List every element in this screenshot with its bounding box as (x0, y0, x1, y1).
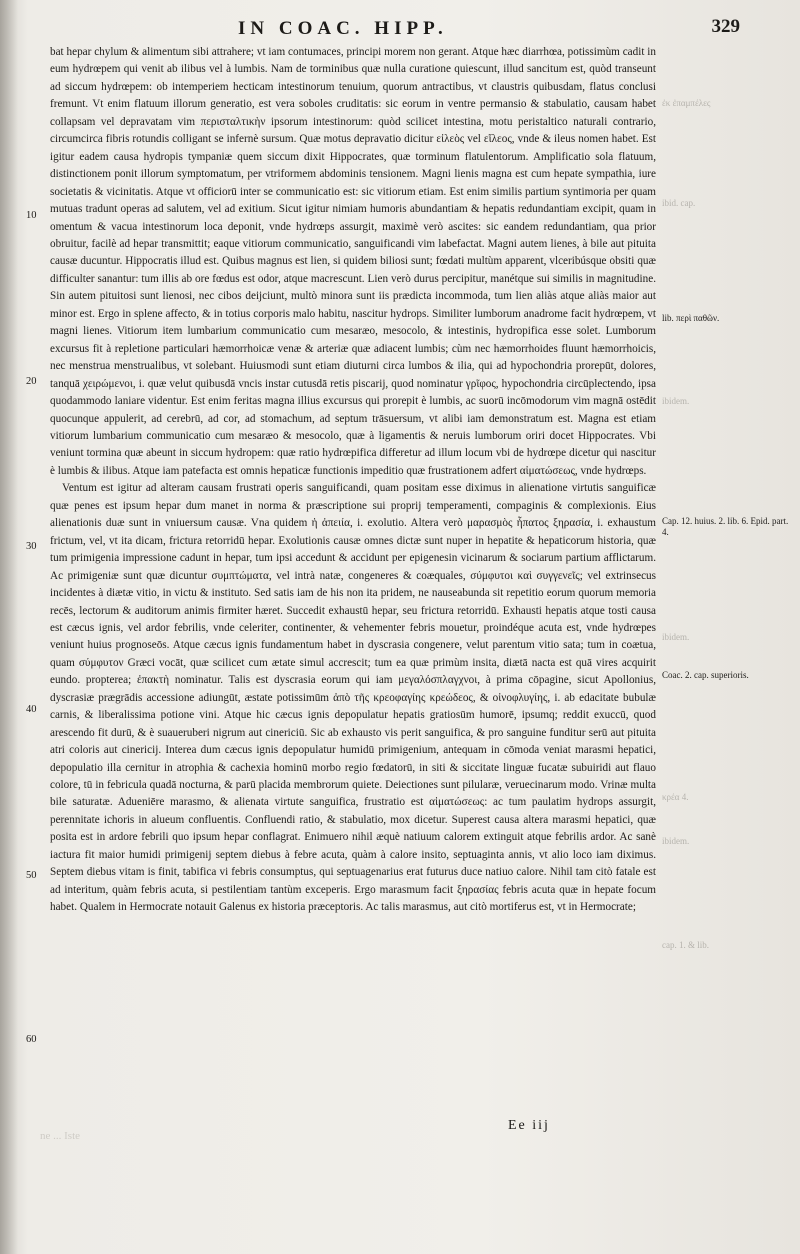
margin-note: Cap. 12. huius. 2. lib. 6. Epid. part. 4. (662, 516, 789, 537)
faint-margin-note: ibid. cap. (662, 198, 696, 208)
margin-note: lib. περὶ παθῶν. (662, 313, 720, 323)
page-number: 329 (711, 16, 740, 37)
line-number: 20 (26, 376, 37, 387)
faint-margin-note: cap. 1. & lib. (662, 940, 709, 950)
paragraph: Ventum est igitur ad alteram causam frustrati operis sanguificandi, quam positam esse diximus in alienatione virtutis sanguificæ quæ penes est ipsum hepar dum manet in norma & præscriptione sui proprij temperamenti, compaginis & complexionis. Eius alienationis duæ sunt in vniuersum causæ. Vna quidem ἡ ἀπειία, i. exolutio. Altera verò μαρασμὸς ἧπατος ξηρασία, i. exhaustum frictum, vel, vt ita dicam, frictura retorridū hepar. Exolutionis causæ omnes dictæ sunt nuper in hepatite & hepaticorum historia, quæ tum primigenia impressione cadunt in hepar, tum ipsi accedunt & accidunt per epigenesin vicinarum & sociarum partium afflictarum. Ac primigeniæ sunt quæ dicuntur συμπτώματα, vel intrà natæ, congeneres & coæquales, σύμφυτοι καὶ συγγενεῖς; vel extrinsecus incidentes à diætæ vitio, in victu & instituto. Sed satis iam de his non ita pridem, ne nauseabunda sit repetitio eorum quorum memoria recēs, lectorum & auditorum animis firmiter hæret. Succedit exhaustū hepar, seu frictura retorridū. Exhausti hepatis atque tosti causa est cæcus ignis, vel ardor febrilis, vnde celeriter, continenter, & vehementer febris mouetur, proindéque acuta est, vnde hydrœpes veniunt huius prognoseōs. Atque cæcus ignis fundamentum habet in dyscrasia congenere, velut parentum vitio sata; tum in coætua, quam σύμφυτον Græci vocāt, quæ scilicet cum ætate simul accrescit; tum ea quæ primùm insita, diætā nacta est quā vires acquirit eundo. propterea; ἐπακτὴ nominatur. Talis est dyscrasia eorum qui iam μεγαλόσπλαγχνοι, à prima cōpagine, sicut Apollonius, dyscrasiæ prægrādis accessione adiungūt, æstate potissimūm ἀπὸ τῆς κρεοφαγίης κρεώδεος, & οἰνοφλυγίης, i. ab edacitate bubulæ carnis, & liberalissima potione vini. Atque hic cæcus ignis depopulatur hepatis gratiosūm humorē, ipsumq; reddit exuccū, quod arescendo fit durū, & è suaueruberi nigrum aut cinericiū. Sic ab exhausto vis perit sanguifica, & pro sanguine funditur serū aut pituita atri coloris aut cinericij. Interea dum cæcus ignis depopulatur humidū primigenium, antequam in cōmoda veniat marasmi hepatici, depopulatio illa cernitur in atrophia & cachexia hominū morbo regio fœdatorū, in siti & siccitate linguæ fucatæ subuiridi aut flauo colore, tū in febricula quadā nocturna, & parū placida membrorum quiete. Deiectiones sunt pilularæ, veruecinarum modo. Vrinæ multa bile saturatæ. Adueniēre marasmo, & alienata virtute sanguifica, frustratio est αἱματώσεως: ac tum paulatim hydrops assurgit, perennitate ichoris in alueum confluentis. Confluendi ratio, & stabulatio, mox dicetur. Superest causa altera marasmi hepatici, quæ posita est in ardore febrili quo ipsum hepar conflagrat. Enimuero nihil æquè natiuum calorem extinguit atque febrilis ardor. Ac sanè iactura fit maior humidi primigenij septem diebus à febre acuta, quàm à calore insito, septuaginta annis, vt alio loco iam diximus. Septem diebus vitam is finit, tabifica vi febris consumptus, qui septuagenarius erat futurus duce natiuo calore. Nihil tam citò fatale est ad interitum, quàm febris acuta, si pestilentiam tantùm exceperis. Ergo marasmum facit ξηρασίας febris acuta quæ in hepate focum habet. Qualem in Hermocrate notauit Galenus ex historia præceptoris. Ac talis marasmus, aut citò mortiferus est, vt in Hermocrate; (50, 482, 656, 914)
line-number: 40 (26, 704, 37, 715)
faint-margin-note: ἐκ ἐπαμπέλες (662, 98, 711, 108)
faint-margin-note: ibidem. (662, 836, 690, 846)
show-through-text: ne ... Iste (40, 1130, 81, 1142)
running-head: IN COAC. HIPP. (238, 18, 448, 39)
gutter-shadow (0, 0, 18, 1254)
page-header (0, 14, 800, 44)
line-number: 10 (26, 210, 37, 221)
paragraph: bat hepar chylum & alimentum sibi attrahere; vt iam contumaces, principi morem non gerant. Atque hæc diarrhœa, potissimùm cadit in eum hydrœpem qui venit ab ilibus vel à lumbis. Nam de torminibus quæ nulla curatione quiescunt, illud sancitum est, quòd transeunt ad siccum hydrœpem: ob intemperiem hecticam intestinorum tenuium, quorum antractibus, vt claustris quibusdam, flatus conclusi fremunt. Vt enim flatuum illorum generatio, est vera soboles cruditatis: sic eorum in ventre permansio & stabulatio, causam habet collapsam vel depravatam vim περισταλτικὴν ipsorum intestinorum: quòd scilicet intestina, motu peristaltico naturali contrario, circumcirca fibris rotundis colligant se infernè sursum. Quæ motus depravatio dicitur εἰλεὸς vel εἴλεος, vnde & ileus nomen habet. Est igitur eadem causa hydropis tympaniæ quem siccum dixit Hippocrates, quæ torminum flatulentorum. Amplificatio sola flatuum, distinctionem ponit illorum symptomatum, per vtriformem abdominis tensionem. Magni lienis magna est cum hepate sympathia, iure societatis & vicinitatis. Atque vt officiorū inter se communicatio est: sic vitiorum etiam. Est enim similis partium syntimoria per quam mutuas tradunt operas ad salutem, vel ad exitium. Sicut igitur nimiam humoris abundantiam & hepatis redundantiam excipit, quam in omentum & vacua intestinorum loca deponit, vnde hydrœps assurgit, maximè verò ascites: sic eandem redundantiam, qua prior obruitur, facilè ad hepar transmittit; eaque vitiorum communicatio, sanguificandi vim labefactat. Magni autem lienes, à bile aut pituita causæ ducuntur. Hippocratis illud est. Quibus magnus est lien, si quidem biliosi sunt; fœdati multùm apparent, vlceribúsque obsiti quæ difficulter sanantur: tum illis ab ore fœdus est odor, atque macrescunt. Lien verò durus percipitur, manétque sui similis in magnitudine. Sin autem pituitosi sunt lienosi, nec cibos deijciunt, multò minora sunt iis prædicta incommoda, tum lien aliàs atque aliàs maior aut minor est. Ergo in splene affecto, & in totius corporis malo habitu, nascitur hydrops. Similiter lumborum anadrome facit hydrœpem, vt magni lienes. Vitiorum item lumbarium communicatio cum mesaræo, mesocolo, & intestinis, hydropifica esse solet. Lumborum excursus fit à repletione particulari hæmorrhoicæ venæ & arteriæ quæ adiacent lumbis; cùm nec hæmorrhoides fluunt hæmorrhoicis, nec menstrua menstrualibus, vt solebant. Huiusmodi sunt etiam diuturni circa lumbos & ilia, qui ad hypochondria prorepūt, dolores, tanquā χειρώμενοι, i. quæ velut quibusdā vncis instar cutusdā retis piscarij, quod nominatur γρῖφος, hypochondria circūplectendo, ipsa quodammodo laniare videntur. Est enim feritas magna illius excursus qui prorepit è lumbis, ac suorū incōmodorum vim magnā ostēdit quocunque appulerit, ad cerebrū, ad cor, ad stomachum, ad septum trāsuersum, vt alibi iam demonstratum est. Magna est etiam vitiorum lumbarium communicatio cum mesaræo & mesocolo, quæ à ligamentis & neruis lumborum oriri docet Hippocrates. Vbi veniunt tormina quæ abeunt in siccum hydropem: quæ ratio hydrœpifica differetur ad illum locum vbi de hydrœpe dicetur qui nascitur è lumbis & ilibus. Atque iam patefacta est omnis hepaticæ functionis impeditio quæ frustrationem adfert αἱματώσεως, vnde hydrœps. (50, 46, 656, 477)
faint-margin-note: ibidem. (662, 396, 690, 406)
faint-margin-note: ibidem. (662, 632, 690, 642)
line-number: 30 (26, 541, 37, 552)
main-text (50, 44, 656, 917)
line-number: 50 (26, 870, 37, 881)
line-number: 60 (26, 1034, 37, 1045)
margin-note: Coac. 2. cap. superioris. (662, 670, 749, 680)
faint-margin-note: κρέα 4. (662, 792, 689, 802)
signature-mark: Ee iij (508, 1118, 550, 1133)
